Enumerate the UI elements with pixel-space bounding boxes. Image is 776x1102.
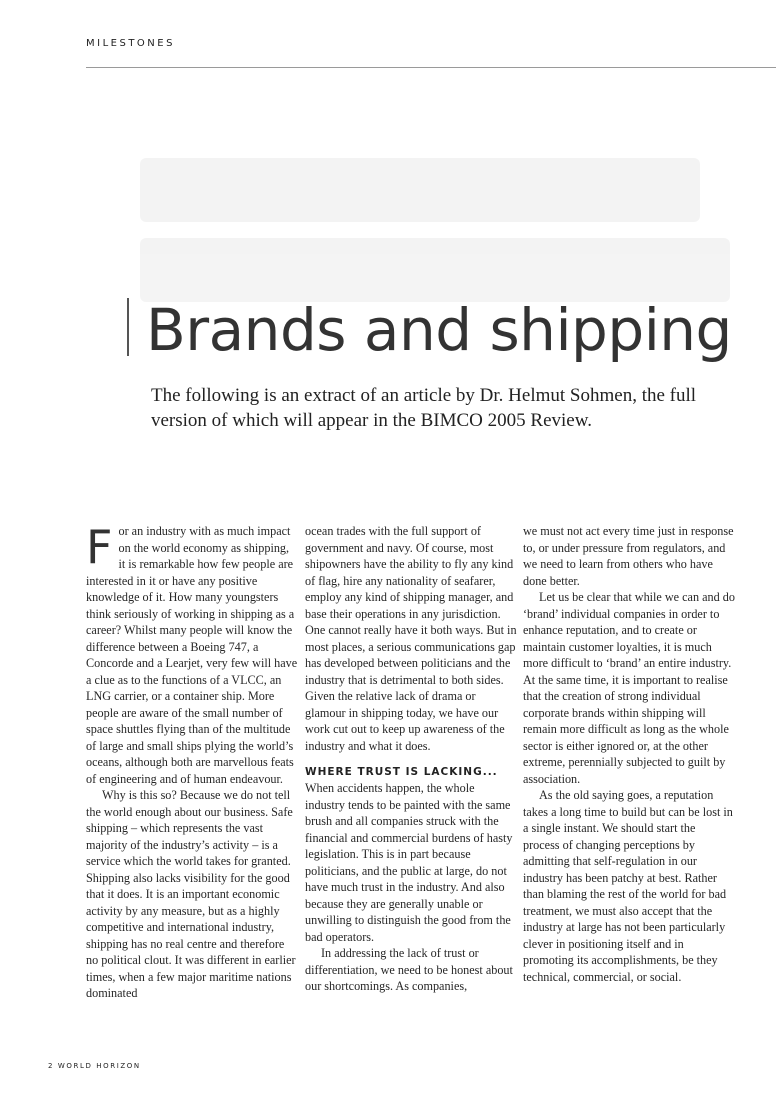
- column-1-paragraph-2: Why is this so? Because we do not tell the world enough about our business. Safe shipping – which represents the vast majority of the industry’s activity – is a service which the world takes for granted. Shipping also lacks visibility for the good that it does. It is an important economic activity by any measure, but as a highly competitive and international industry, shipping has no real centre and therefore no political clout. It was different in earlier times, when a few major maritime nations dominated: [86, 788, 296, 1000]
- column-3-paragraph-2: Let us be clear that while we can and do ‘brand’ individual companies in order to enhance reputation, and to create or maintain customer loyalties, it is much more difficult to ‘brand’ an entire industry. At the same time, it is important to realise that the creation of strong individual corporate brands within shipping will remain more difficult as long as the whole sector is either ignored or, at the other extreme, perennially subjected to guilt by association.: [523, 590, 735, 786]
- article-title: Brands and shipping: [146, 296, 732, 364]
- header-rule: [86, 67, 776, 68]
- section-label: MILESTONES: [86, 38, 175, 49]
- paragraph-text: or an industry with as much impact on the world economy as shipping, it is remarkable how few people are interested in it or have any positive knowledge of it. How many youngsters think seriously of working in shipping as a career? Whilst many people will know the difference between a Boeing 747, a Concorde and a Learjet, very few will have a clue as to the functions of a VLCC, an LNG carrier, or a container ship. More people are aware of the small number of space shuttles flying than of the multitude of large and small ships plying the world’s oceans, although both are marvellous feats of engineering and of human endeavour.: [86, 524, 298, 786]
- publication-name: WORLD HORIZON: [57, 1062, 141, 1070]
- page-footer: [48, 1062, 141, 1070]
- page-number: 2: [48, 1062, 55, 1070]
- article-column-3: [523, 523, 735, 985]
- column-2-paragraph-3: In addressing the lack of trust or differentiation, we need to be honest about our shortcomings. As companies,: [305, 946, 513, 993]
- column-2-paragraph-2: When accidents happen, the whole industry tends to be painted with the same brush and all companies struck with the financial and commercial burdens of hasty legislation. This is in part because politicians, and the public at large, do not have much trust in the industry. And also because they are generally unable or unwilling to distinguish the good from the bad operators.: [305, 781, 513, 944]
- section-subhead: WHERE TRUST IS LACKING...: [305, 766, 498, 778]
- title-accent-bar: [127, 298, 129, 356]
- column-3-paragraph-1: we must not act every time just in response to, or under pressure from regulators, and we need to learn from others who have done better.: [523, 524, 734, 588]
- article-column-1: [86, 520, 298, 1002]
- article-column-2: [305, 523, 517, 995]
- column-3-paragraph-3: As the old saying goes, a reputation takes a long time to build but can be lost in a single instant. We should start the process of changing perceptions by admitting that self-regulation in our industry has been patchy at best. Rather than blaming the rest of the world for bad treatment, we must also accept that the industry at large has not been particularly clever in positioning itself and in promoting its accomplishments, be they technical, commercial, or social.: [523, 788, 733, 984]
- column-2-paragraph-1: ocean trades with the full support of government and navy. Of course, most shipowners have the ability to fly any kind of flag, hire any nationality of seafarer, employ any kind of shipping manager, and base their operations in any jurisdiction. One cannot really have it both ways. But in most places, a serious communications gap has developed between politicians and the industry that is detrimental to both sides. Given the relative lack of drama or glamour in shipping today, we have our work cut out to keep up awareness of the industry and what it does.: [305, 524, 517, 753]
- drop-cap: F: [86, 520, 113, 574]
- article-deck: The following is an extract of an article by Dr. Helmut Sohmen, the full version of which will appear in the BIMCO 2005 Review.: [151, 385, 697, 431]
- column-1-paragraph-1: [86, 520, 298, 787]
